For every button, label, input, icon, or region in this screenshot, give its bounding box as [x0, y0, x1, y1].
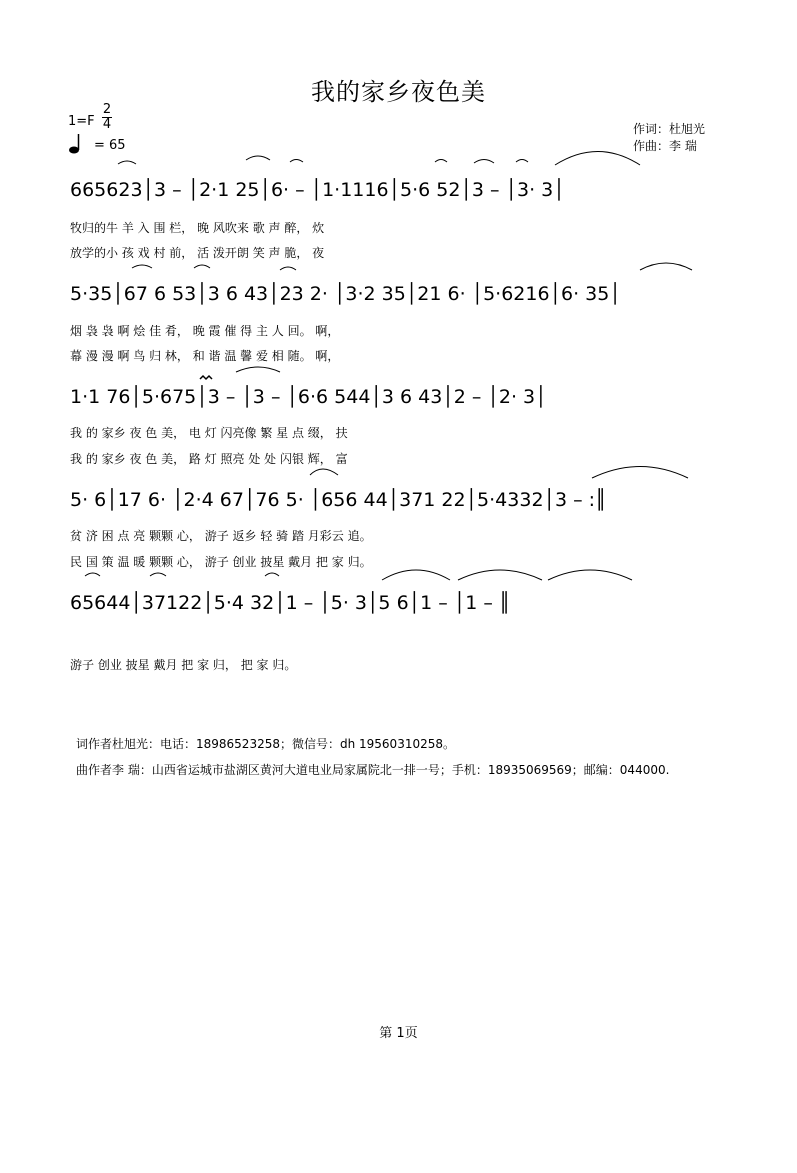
- lyrics-verse-2: 幕 漫 漫 啊 鸟 归 林， 和 谐 温 馨 爱 相 随。 啊，: [70, 349, 340, 363]
- time-signature-top: 2: [102, 102, 112, 117]
- composer-contact: 曲作者李 瑞：山西省运城市盐湖区黄河大道电业局家属院北一排一号；手机：18935069569；邮编：044000.: [76, 763, 670, 777]
- lyrics-verse-1: 烟 袅 袅 啊 烩 佳 肴， 晚 霞 催 得 主 人 回。 啊，: [70, 324, 340, 338]
- lyricist-credit: 作词：杜旭光: [633, 122, 706, 136]
- notation-line: 65644│37122│5·4 32│1 – │5· 3│5 6│1 – │1 – ║: [70, 592, 511, 614]
- time-signature-bottom: 4: [102, 117, 112, 132]
- key-signature: 1=F: [68, 114, 95, 129]
- notation-line: 1·1 76│5·675│3 – │3 – │6·6 544│3 6 43│2 – │2· 3│: [70, 386, 547, 408]
- notation-line: 665623│3 – │2·1 25│6· – │1·1116│5·6 52│3 – │3· 3│: [70, 179, 565, 201]
- lyrics-verse-2: 我 的 家乡 夜 色 美， 路 灯 照亮 处 处 闪银 辉， 富: [70, 452, 348, 466]
- lyricist-contact: 词作者杜旭光：电话：18986523258；微信号：dh 19560310258。: [76, 737, 456, 751]
- composer-credit: 作曲：李 瑞: [633, 139, 697, 153]
- notation-line: 5·35│67 6 53│3 6 43│23 2· │3·2 35│21 6· │5·6216│6· 35│: [70, 283, 621, 305]
- page-number: 第 1页: [379, 1026, 418, 1041]
- lyrics-verse-1: 游子 创业 披星 戴月 把 家 归， 把 家 归。: [70, 658, 297, 672]
- tempo-marking: = 65: [94, 138, 126, 153]
- notation-line: 5· 6│17 6· │2·4 67│76 5· │656 44│371 22│5·4332│3 – :║: [70, 489, 607, 511]
- lyrics-verse-1: 贫 济 困 点 亮 颗颗 心， 游子 返乡 轻 骑 踏 月彩云 追。: [70, 529, 372, 543]
- lyrics-verse-1: 我 的 家乡 夜 色 美， 电 灯 闪亮像 繁 星 点 缀， 扶: [70, 426, 348, 440]
- lyrics-verse-2: 民 国 策 温 暖 颗颗 心， 游子 创业 披星 戴月 把 家 归。: [70, 555, 372, 569]
- song-title: 我的家乡夜色美: [311, 78, 486, 106]
- lyrics-verse-1: 牧归的牛 羊 入 围 栏， 晚 风吹来 歌 声 醉， 炊: [70, 221, 325, 235]
- lyrics-verse-2: 放学的小 孩 戏 村 前， 活 泼开朗 笑 声 脆， 夜: [70, 246, 325, 260]
